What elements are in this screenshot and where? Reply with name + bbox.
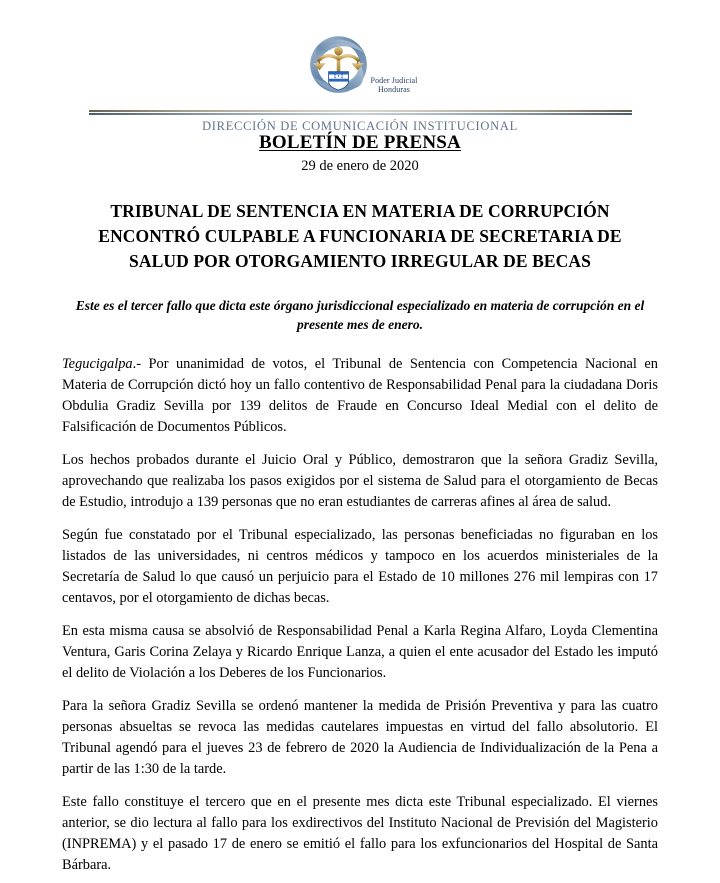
masthead (0, 32, 720, 110)
paragraph-3: Según fue constatado por el Tribunal especializado, las personas beneficiadas no figuraban en los listados de las universidades, ni centros médicos y tampoco en los acuerdos ministeriales de la Secretaría de Salud lo que causó un perjuicio para el Estado de 10 millones 276 mil lempiras con 17 centavos, por el otorgamiento de dichas becas. (62, 526, 658, 606)
poder-judicial-honduras-emblem-icon (303, 32, 375, 100)
paragraph-5: Para la señora Gradiz Sevilla se ordenó mantener la medida de Prisión Preventiva y para las cuatro personas absueltas se revoca las medidas cautelares impuestas en virtud del fallo absolutorio. El Tribunal agendó para el jueves 23 de febrero de 2020 la Audiencia de Individualización de la Pena a partir de las 1:30 de la tarde. (62, 697, 658, 777)
header-divider (89, 110, 632, 116)
paragraph-1-text: .- Por unanimidad de votos, el Tribunal de Sentencia con Competencia Nacional en Materia de Corrupción dictó hoy un fallo contentivo de Responsabilidad Penal para la ciudadana Doris Obdulia Gradiz Sevilla por 139 delitos de Fraude en Concurso Ideal Medial con el delito de Falsificación de Documentos Públicos. (62, 355, 658, 435)
paragraph-1 (62, 354, 658, 438)
logo-wordmark-line1: Poder Judicial (370, 76, 418, 86)
logo-wordmark (371, 77, 418, 94)
logo-wordmark-line2: Honduras (378, 84, 410, 94)
headline: TRIBUNAL DE SENTENCIA EN MATERIA DE CORRUPCIÓN ENCONTRÓ CULPABLE A FUNCIONARIA DE SECRETARIA DE SALUD POR OTORGAMIENTO IRREGULAR DE BECAS (98, 201, 622, 271)
paragraph-4: En esta misma causa se absolvió de Responsabilidad Penal a Karla Regina Alfaro, Loyda Clementina Ventura, Garis Corina Zelaya y Ricardo Enrique Lanza, a quien el ente acusador del Estado les imputó el delito de Violación a los Deberes de los Funcionarios. (62, 622, 658, 681)
dateline: Tegucigalpa (62, 355, 133, 372)
paragraph-6: Este fallo constituye el tercero que en el presente mes dicta este Tribunal especializado. El viernes anterior, se dio lectura al fallo para los exdirectivos del Instituto Nacional de Previsión del Magisterio (INPREMA) y el pasado 17 de enero se emitió el fallo para los exfuncionarios del Hospital de Santa Bárbara. (62, 793, 658, 873)
publication-date: 29 de enero de 2020 (301, 158, 419, 174)
press-release-document (0, 32, 720, 883)
department-line: DIRECCIÓN DE COMUNICACIÓN INSTITUCIONAL (202, 119, 518, 133)
divider-rule-top (89, 110, 632, 112)
body-copy (62, 354, 658, 876)
paragraph-2: Los hechos probados durante el Juicio Oral y Público, demostraron que la señora Gradiz Sevilla, aprovechando que realizaba los pasos exigidos por el sistema de Salud para el otorgamiento de Becas de Estudio, introdujo a 139 personas que no eran estudiantes de carreras afines al área de salud. (62, 451, 658, 510)
divider-rule-bottom (89, 113, 632, 115)
deck-subtitle: Este es el tercer fallo que dicta este órgano jurisdiccional especializado en materia de corrupción en el presente mes de enero. (75, 297, 645, 333)
page-title-text: BOLETÍN DE PRENSA (259, 132, 461, 153)
page-title (0, 132, 720, 154)
institution-logo (303, 32, 418, 100)
